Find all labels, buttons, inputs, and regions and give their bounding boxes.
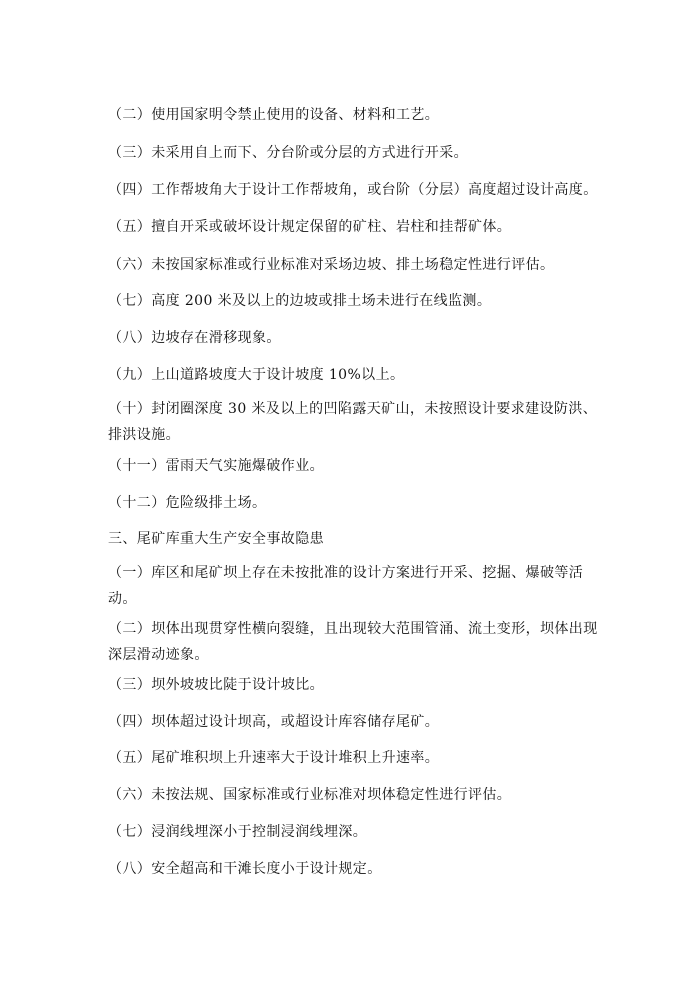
paragraph-open-pit-item-5: （五）擅自开采或破坏设计规定保留的矿柱、岩柱和挂帮矿体。 bbox=[108, 219, 512, 235]
paragraph-tailings-item-3: （三）坝外坡坡比陡于设计坡比。 bbox=[108, 677, 324, 693]
paragraph-open-pit-item-2: （二）使用国家明令禁止使用的设备、材料和工艺。 bbox=[108, 107, 440, 123]
paragraph-tailings-item-1: （一）库区和尾矿坝上存在未按批准的设计方案进行开采、挖掘、爆破等活动。 bbox=[108, 565, 584, 607]
paragraph-open-pit-item-12: （十二）危险级排土场。 bbox=[108, 495, 267, 511]
paragraph-tailings-item-2: （二）坝体出现贯穿性横向裂缝，且出现较大范围管涌、流土变形，坝体出现深层滑动迹象。 bbox=[108, 621, 598, 663]
paragraph-open-pit-item-6: （六）未按国家标准或行业标准对采场边坡、排土场稳定性进行评估。 bbox=[108, 257, 555, 273]
paragraph-open-pit-item-7: （七）高度 200 米及以上的边坡或排土场未进行在线监测。 bbox=[108, 293, 492, 309]
paragraph-tailings-item-7: （七）浸润线埋深小于控制浸润线埋深。 bbox=[108, 824, 368, 840]
paragraph-tailings-item-5: （五）尾矿堆积坝上升速率大于设计堆积上升速率。 bbox=[108, 750, 440, 766]
paragraph-open-pit-item-4: （四）工作帮坡角大于设计工作帮坡角，或台阶（分层）高度超过设计高度。 bbox=[108, 182, 598, 198]
paragraph-open-pit-item-10: （十）封闭圈深度 30 米及以上的凹陷露天矿山，未按照设计要求建设防洪、排洪设施。 bbox=[108, 401, 598, 443]
section-heading: 三、尾矿库重大生产安全事故隐患 bbox=[108, 531, 324, 547]
paragraph-open-pit-item-3: （三）未采用自上而下、分台阶或分层的方式进行开采。 bbox=[108, 145, 468, 161]
paragraph-open-pit-item-8: （八）边坡存在滑移现象。 bbox=[108, 330, 281, 346]
paragraph-tailings-item-4: （四）坝体超过设计坝高，或超设计库容储存尾矿。 bbox=[108, 714, 440, 730]
paragraph-open-pit-item-9: （九）上山道路坡度大于设计坡度 10%以上。 bbox=[108, 367, 405, 383]
paragraph-open-pit-item-11: （十一）雷雨天气实施爆破作业。 bbox=[108, 458, 324, 474]
paragraph-tailings-item-6: （六）未按法规、国家标准或行业标准对坝体稳定性进行评估。 bbox=[108, 787, 512, 803]
paragraph-tailings-item-8: （八）安全超高和干滩长度小于设计规定。 bbox=[108, 861, 382, 877]
